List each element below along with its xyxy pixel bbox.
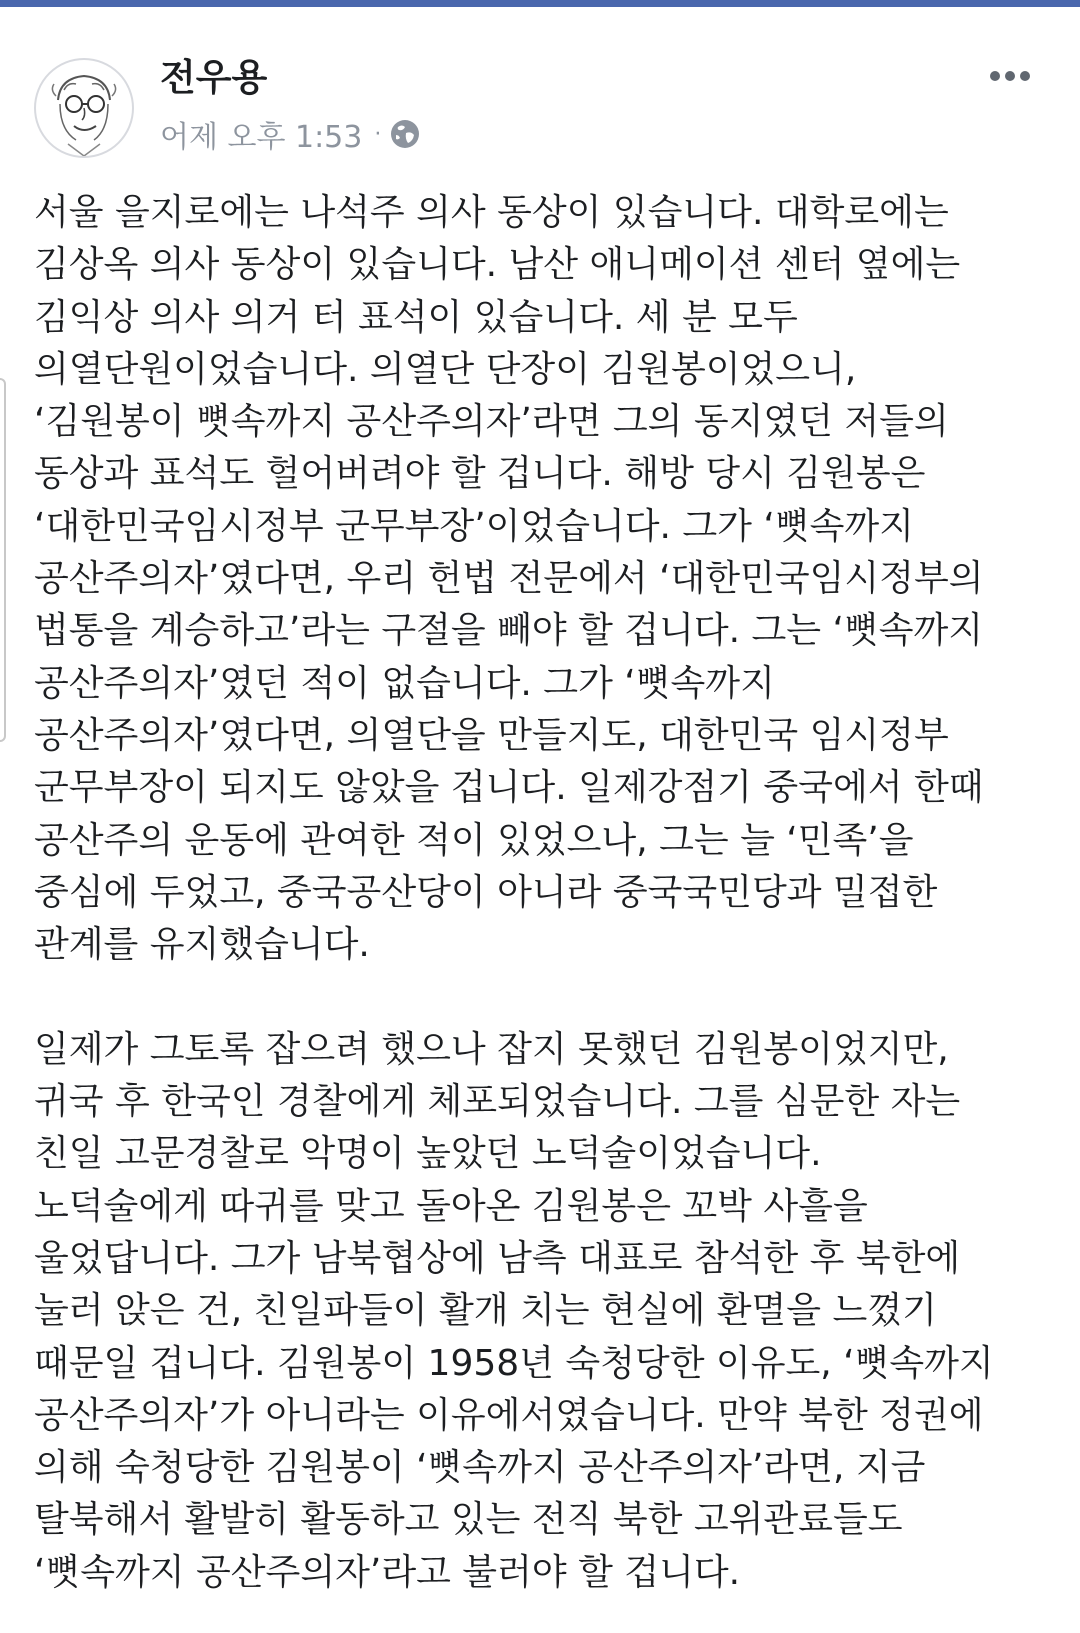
- post-header: [0, 0, 1080, 160]
- text-line: ‘대한민국임시정부 군무부장’이었습니다. 그가 ‘뼛속까지: [34, 505, 914, 547]
- text-line: 김상옥 의사 동상이 있습니다. 남산 애니메이션 센터 옆에는: [34, 244, 961, 286]
- text-line: ‘뼛속까지 공산주의자’라고 불러야 할 겁니다.: [34, 1551, 741, 1593]
- text-line: 공산주의자’였다면, 의열단을 만들지도, 대한민국 임시정부: [34, 714, 949, 756]
- globe-icon[interactable]: [389, 118, 421, 150]
- text-line: 친일 고문경찰로 악명이 높았던 노덕술이었습니다.: [34, 1133, 822, 1175]
- author-avatar[interactable]: [34, 58, 134, 158]
- text-line: 관계를 유지했습니다.: [34, 924, 370, 966]
- post-paragraph-2: [34, 1024, 1054, 1599]
- post-timestamp[interactable]: 어제 오후 1:53: [160, 120, 363, 155]
- text-line: 공산주의자’였던 적이 없습니다. 그가 ‘뼛속까지: [34, 662, 775, 704]
- author-name[interactable]: 전우용: [160, 56, 268, 99]
- text-line: 의열단원이었습니다. 의열단 단장이 김원봉이었으니,: [34, 348, 857, 390]
- text-line: 동상과 표석도 헐어버려야 할 겁니다. 해방 당시 김원봉은: [34, 453, 926, 495]
- text-line: 의해 숙청당한 김원봉이 ‘뼛속까지 공산주의자’라면, 지금: [34, 1447, 926, 1489]
- text-line: 눌러 앉은 건, 친일파들이 활개 치는 현실에 환멸을 느꼈기: [34, 1290, 937, 1332]
- text-line: 탈북해서 활발히 활동하고 있는 전직 북한 고위관료들도: [34, 1499, 903, 1541]
- more-options-button[interactable]: [984, 58, 1036, 94]
- text-line: 법통을 계승하고’라는 구절을 빼야 할 겁니다. 그는 ‘뼛속까지: [34, 610, 984, 652]
- text-line: 공산주의 운동에 관여한 적이 있었으나, 그는 늘 ‘민족’을: [34, 819, 914, 861]
- avatar-caricature-icon: [36, 60, 132, 156]
- more-options-icon: [989, 70, 1031, 82]
- text-line: 공산주의자’가 아니라는 이유에서였습니다. 만약 북한 정권에: [34, 1394, 984, 1436]
- text-line: 일제가 그토록 잡으려 했으나 잡지 못했던 김원봉이었지만,: [34, 1028, 949, 1070]
- post-meta: [160, 112, 421, 156]
- text-line: 귀국 후 한국인 경찰에게 체포되었습니다. 그를 심문한 자는: [34, 1081, 961, 1123]
- meta-separator: ·: [374, 121, 382, 147]
- text-line: 중심에 두었고, 중국공산당이 아니라 중국국민당과 밀접한: [34, 871, 938, 913]
- post-paragraph-1: [34, 187, 1054, 971]
- text-line: 때문일 겁니다. 김원봉이 1958년 숙청당한 이유도, ‘뼛속까지: [34, 1342, 994, 1384]
- text-line: 군무부장이 되지도 않았을 겁니다. 일제강점기 중국에서 한때: [34, 767, 984, 809]
- text-line: 김익상 의사 의거 터 표석이 있습니다. 세 분 모두: [34, 296, 798, 338]
- text-line: 공산주의자’였다면, 우리 헌법 전문에서 ‘대한민국임시정부의: [34, 558, 984, 600]
- post-body: [34, 187, 1054, 1599]
- text-line: 서울 을지로에는 나석주 의사 동상이 있습니다. 대학로에는: [34, 192, 949, 233]
- text-line: 노덕술에게 따귀를 맞고 돌아온 김원봉은 꼬박 사흘을: [34, 1185, 868, 1227]
- side-scroll-handle[interactable]: [0, 378, 6, 742]
- text-line: 울었답니다. 그가 남북협상에 남측 대표로 참석한 후 북한에: [34, 1237, 961, 1279]
- text-line: ‘김원봉이 뼛속까지 공산주의자’라면 그의 동지였던 저들의: [34, 401, 949, 443]
- paragraph-gap: [34, 971, 1054, 1023]
